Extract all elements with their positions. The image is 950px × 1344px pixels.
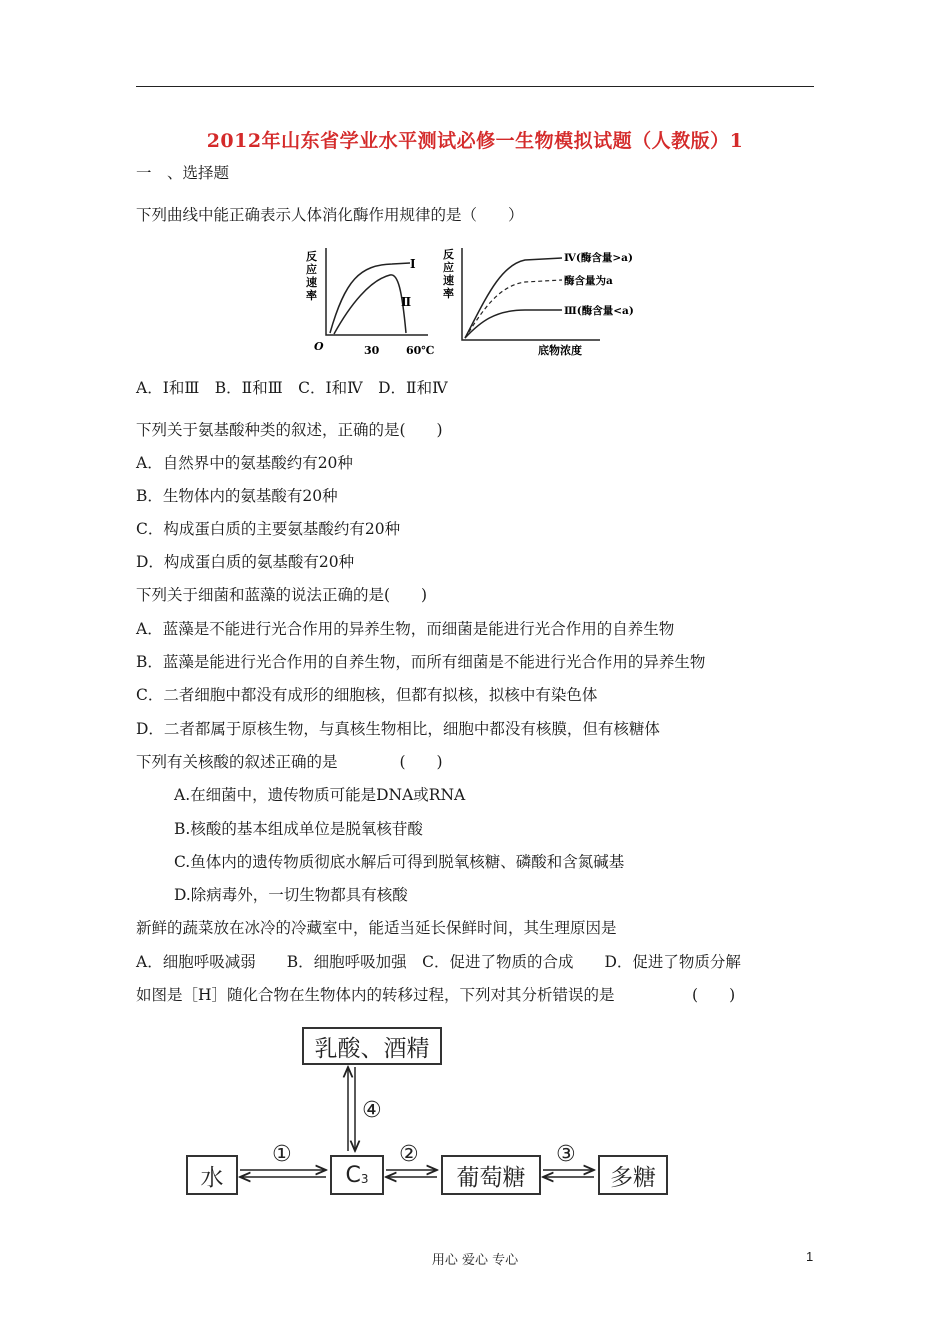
q4-option-b: B.核酸的基本组成单位是脱氧核苷酸 xyxy=(174,820,423,838)
q1-right-ylabel-1: 反 xyxy=(443,248,454,261)
q3-option-c: C．二者细胞中都没有成形的细胞核，但都有拟核，拟核中有染色体 xyxy=(136,686,598,704)
q1-right-ylabel-2: 应 xyxy=(443,261,454,274)
q1-left-ylabel-3: 速 xyxy=(306,276,317,289)
q1-curve-label-iii: Ⅲ(酶含量<a) xyxy=(564,305,634,317)
q1-right-ylabel-4: 率 xyxy=(443,287,454,300)
diagram-step-4: ④ xyxy=(362,1098,382,1123)
q1-options: A．Ⅰ和Ⅲ B．Ⅱ和Ⅲ C．Ⅰ和Ⅳ D．Ⅱ和Ⅳ xyxy=(136,379,448,397)
q1-curve-label-ii: Ⅱ xyxy=(401,295,412,309)
c3-subscript: 3 xyxy=(360,1172,369,1186)
diagram-step-1: ① xyxy=(272,1142,292,1167)
q1-left-ylabel-1: 反 xyxy=(306,250,317,263)
q4-option-c: C.鱼体内的遗传物质彻底水解后可得到脱氧核糖、磷酸和含氮碱基 xyxy=(174,853,625,871)
q1-stem: 下列曲线中能正确表示人体消化酶作用规律的是（ ） xyxy=(136,206,524,224)
q2-option-c: C．构成蛋白质的主要氨基酸约有20种 xyxy=(136,520,401,538)
q1-left-ylabel-4: 率 xyxy=(306,289,317,302)
q3-option-d: D．二者都属于原核生物，与真核生物相比，细胞中都没有核膜，但有核糖体 xyxy=(136,720,660,738)
q3-option-a: A．蓝藻是不能进行光合作用的异养生物，而细菌是能进行光合作用的自养生物 xyxy=(136,620,675,638)
page-number: 1 xyxy=(806,1249,814,1264)
diagram-box-glucose: 葡萄糖 xyxy=(441,1155,541,1195)
q2-option-a: A．自然界中的氨基酸约有20种 xyxy=(136,454,353,472)
q1-left-origin: O xyxy=(314,340,324,353)
q1-curve-label-a: 酶含量为a xyxy=(564,275,613,287)
diagram-box-polysaccharide: 多糖 xyxy=(598,1155,668,1195)
diagram-step-2: ② xyxy=(399,1142,419,1167)
q1-curve-label-i: Ⅰ xyxy=(410,257,416,271)
q2-option-d: D．构成蛋白质的氨基酸有20种 xyxy=(136,553,355,571)
q6-stem: 如图是［H］随化合物在生物体内的转移过程，下列对其分析错误的是 ( ) xyxy=(136,986,736,1004)
diagram-step-3: ③ xyxy=(556,1142,576,1167)
q4-stem: 下列有关核酸的叙述正确的是 ( ) xyxy=(136,753,443,771)
q3-stem: 下列关于细菌和蓝藻的说法正确的是( ) xyxy=(136,586,428,604)
q1-left-ylabel-2: 应 xyxy=(306,263,317,276)
diagram-box-lactic-alcohol: 乳酸、酒精 xyxy=(302,1027,442,1065)
c3-main-text: C xyxy=(345,1162,361,1188)
document-title: 2012年山东省学业水平测试必修一生物模拟试题（人教版）1 xyxy=(206,130,744,152)
diagram-box-water: 水 xyxy=(186,1155,238,1195)
q3-option-b: B．蓝藻是能进行光合作用的自养生物，而所有细菌是不能进行光合作用的异养生物 xyxy=(136,653,706,671)
q1-right-xlabel: 底物浓度 xyxy=(538,344,582,357)
section-heading: 一 、选择题 xyxy=(136,164,230,182)
q2-option-b: B．生物体内的氨基酸有20种 xyxy=(136,487,338,505)
q1-curve-label-iv: Ⅳ(酶含量>a) xyxy=(564,252,633,264)
q5-options: A．细胞呼吸减弱 B．细胞呼吸加强 C．促进了物质的合成 D．促进了物质分解 xyxy=(136,953,741,971)
q4-option-a: A.在细菌中，遗传物质可能是DNA或RNA xyxy=(174,786,466,804)
q5-stem: 新鲜的蔬菜放在冰冷的冷藏室中，能适当延长保鲜时间，其生理原因是 xyxy=(136,919,617,937)
page-footer: 用心 爱心 专心 xyxy=(431,1253,519,1268)
q1-left-tick-60: 60℃ xyxy=(406,344,435,357)
q2-stem: 下列关于氨基酸种类的叙述，正确的是( ) xyxy=(136,421,443,439)
q1-right-ylabel-3: 速 xyxy=(443,274,454,287)
q1-left-tick-30: 30 xyxy=(364,344,380,357)
q4-option-d: D.除病毒外，一切生物都具有核酸 xyxy=(174,886,408,904)
